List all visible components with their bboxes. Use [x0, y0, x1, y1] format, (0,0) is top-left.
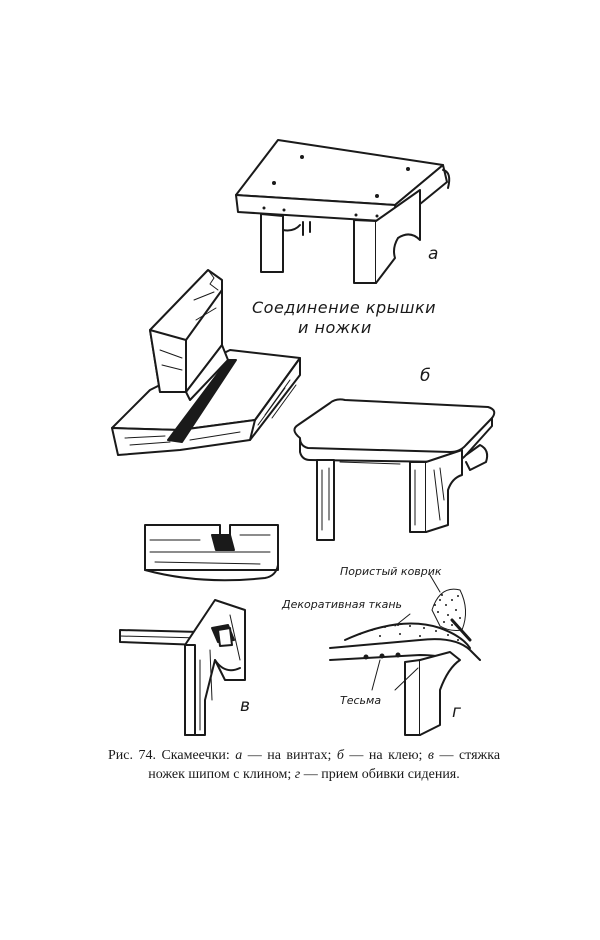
- bench-b-illustration: [294, 399, 494, 540]
- callout-decorative-fabric: Декоративная ткань: [282, 598, 403, 611]
- caption-a-letter: а: [235, 748, 243, 763]
- caption-b-letter: б: [336, 748, 344, 763]
- caption-v-text: — стяжка ножек шипом с клином;: [148, 748, 501, 782]
- panel-label-b: б: [420, 366, 431, 386]
- tenon-wedge-illustration: [145, 525, 278, 580]
- figure-caption: [108, 746, 500, 784]
- caption-g-text: — прием обивки сидения.: [303, 767, 460, 782]
- callout-braid: Тесьма: [340, 694, 382, 707]
- bench-a-illustration: [236, 140, 449, 283]
- caption-prefix: Рис. 74. Скамеечки:: [108, 748, 230, 763]
- joint-caption-line2: и ножки: [298, 318, 372, 337]
- panel-label-v: в: [240, 696, 251, 716]
- assembly-v-illustration: [120, 600, 245, 735]
- caption-b-text: — на клею;: [349, 748, 423, 763]
- callout-porous-mat: Пористый коврик: [340, 565, 442, 578]
- caption-v-letter: в: [427, 748, 434, 763]
- caption-a-text: — на винтах;: [247, 748, 332, 763]
- joint-caption-line1: Соединение крышки: [252, 298, 437, 317]
- panel-label-a: а: [428, 244, 439, 264]
- caption-g-letter: г: [294, 767, 301, 782]
- panel-label-g: г: [452, 702, 461, 722]
